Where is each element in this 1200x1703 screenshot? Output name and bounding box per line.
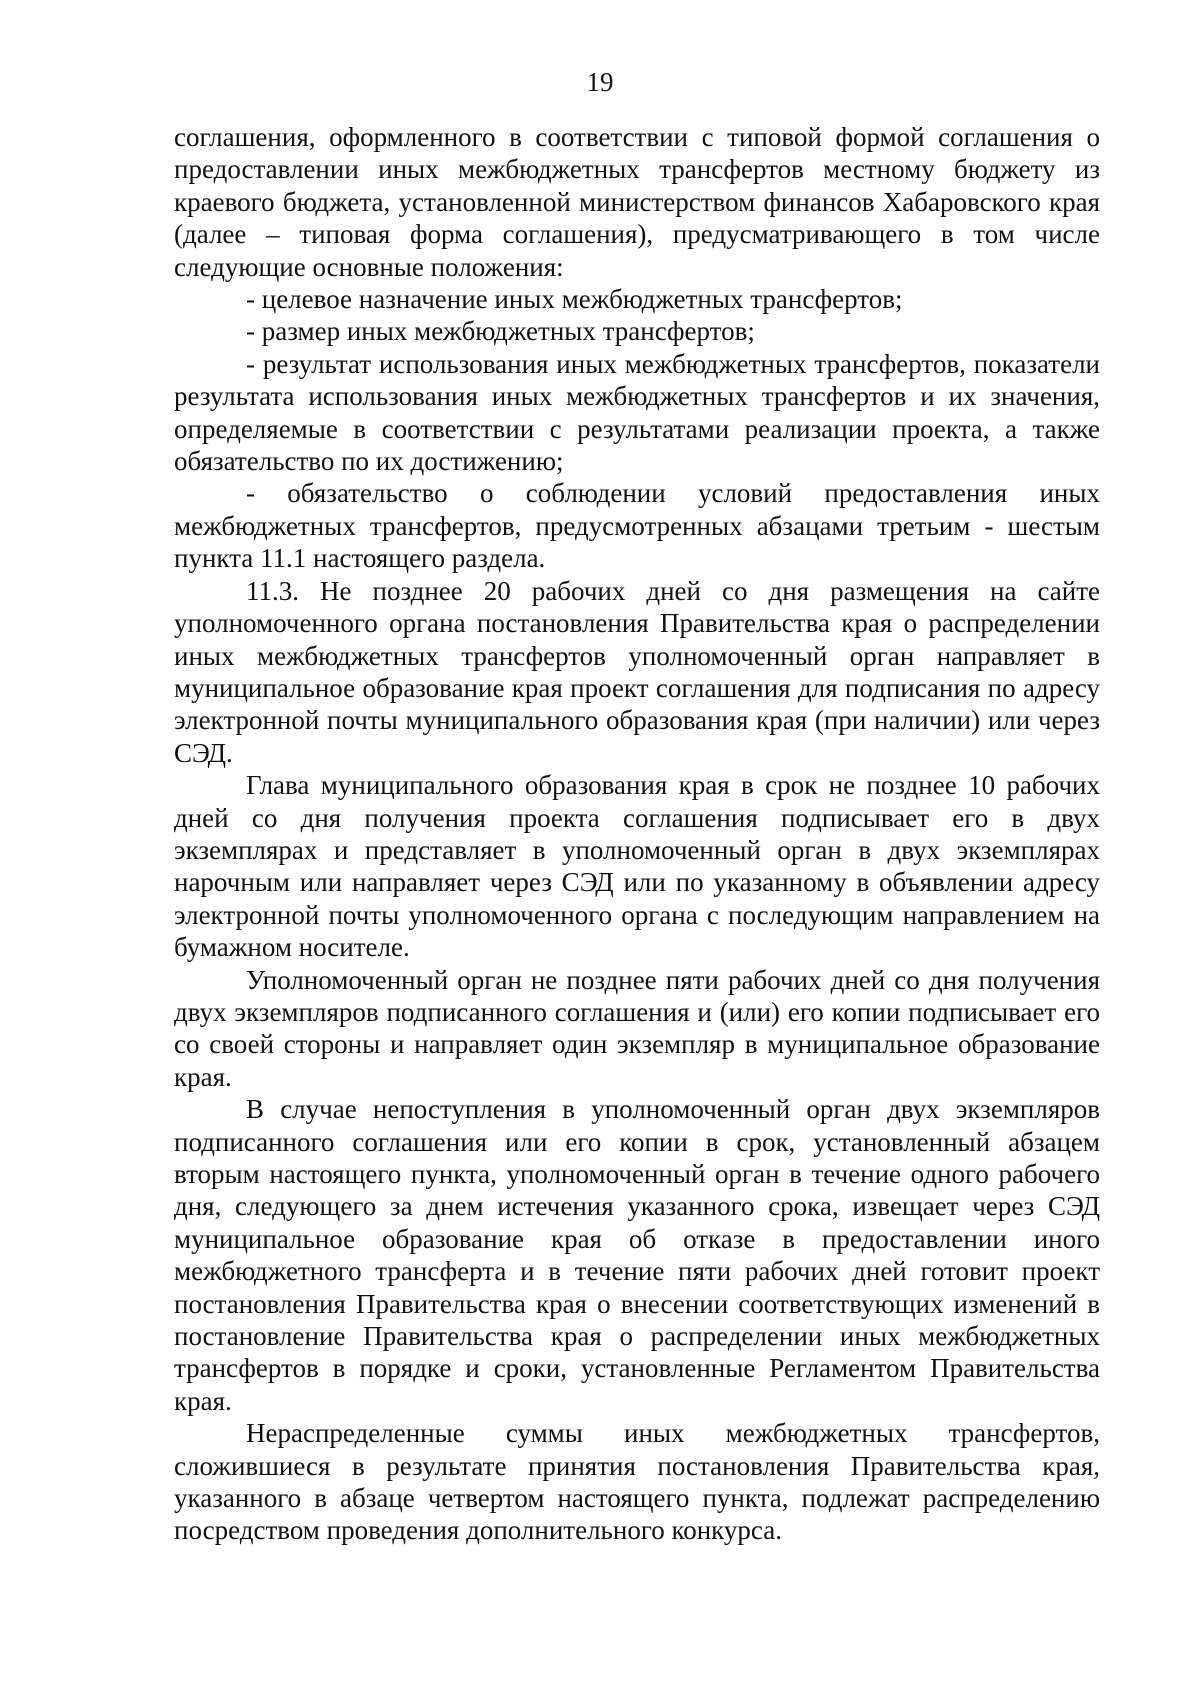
paragraph-continuation: соглашения, оформленного в соответствии с типовой формой соглашения о предоставлении иных межбюджетных трансфертов местному бюджету из краевого бюджета, установленной министерством финансов Хабаровского края (далее – типовая форма соглашения), предусматривающего в том числе следующие основные положения: bbox=[174, 122, 1100, 282]
paragraph-clause-11-3: 11.3. Не позднее 20 рабочих дней со дня размещения на сайте уполномоченного органа постановления Правительства края о распределении иных межбюджетных трансфертов уполномоченный орган направляет в муниципальное образование края проект соглашения для подписания по адресу электронной почты муниципального образования края (при наличии) или через СЭД. bbox=[174, 575, 1100, 768]
page-number: 19 bbox=[586, 67, 614, 97]
paragraph-authorized-body: Уполномоченный орган не позднее пяти рабочих дней со дня получения двух экземпляров подписанного соглашения и (или) его копии подписывает его со своей стороны и направляет один экземпляр в муниципальное образование края. bbox=[174, 964, 1100, 1092]
list-item-target-purpose: - целевое назначение иных межбюджетных трансфертов; bbox=[246, 284, 903, 315]
paragraph-municipal-head: Глава муниципального образования края в срок не позднее 10 рабочих дней со дня получения проекта соглашения подписывает его в двух экземплярах и представляет в уполномоченный орган в двух экземплярах нарочным или направляет через СЭД или по указанному в объявлении адресу электронной почты уполномоченного органа с последующим направлением на бумажном носителе. bbox=[174, 770, 1100, 963]
paragraph-undistributed-sums: Нераспределенные суммы иных межбюджетных трансфертов, сложившиеся в результате принятия постановления Правительства края, указанного в абзаце четвертом настоящего пункта, подлежат распределению посредством проведения дополнительного конкурса. bbox=[174, 1418, 1100, 1546]
document-body bbox=[174, 121, 1100, 1547]
paragraph-non-receipt: В случае непоступления в уполномоченный орган двух экземпляров подписанного соглашения или его копии в срок, установленный абзацем вторым настоящего пункта, уполномоченный орган в течение одного рабочего дня, следующего за днем истечения указанного срока, извещает через СЭД муниципальное образование края об отказе в предоставлении иного межбюджетного трансферта и в течение пяти рабочих дней готовит проект постановления Правительства края о внесении соответствующих изменений в постановление Правительства края о распределении иных межбюджетных трансфертов в порядке и сроки, установленные Регламентом Правительства края. bbox=[174, 1094, 1100, 1416]
list-item-usage-result: - результат использования иных межбюджетных трансфертов, показатели результата использования иных межбюджетных трансфертов и их значения, определяемые в соответствии с результатами реализации проекта, а также обязательство по их достижению; bbox=[174, 348, 1100, 477]
list-item-transfer-size: - размер иных межбюджетных трансфертов; bbox=[246, 316, 755, 347]
list-item-conditions-obligation: - обязательство о соблюдении условий предоставления иных межбюджетных трансфертов, предусмотренных абзацами третьим - шестым пункта 11.1 настоящего раздела. bbox=[174, 478, 1100, 574]
